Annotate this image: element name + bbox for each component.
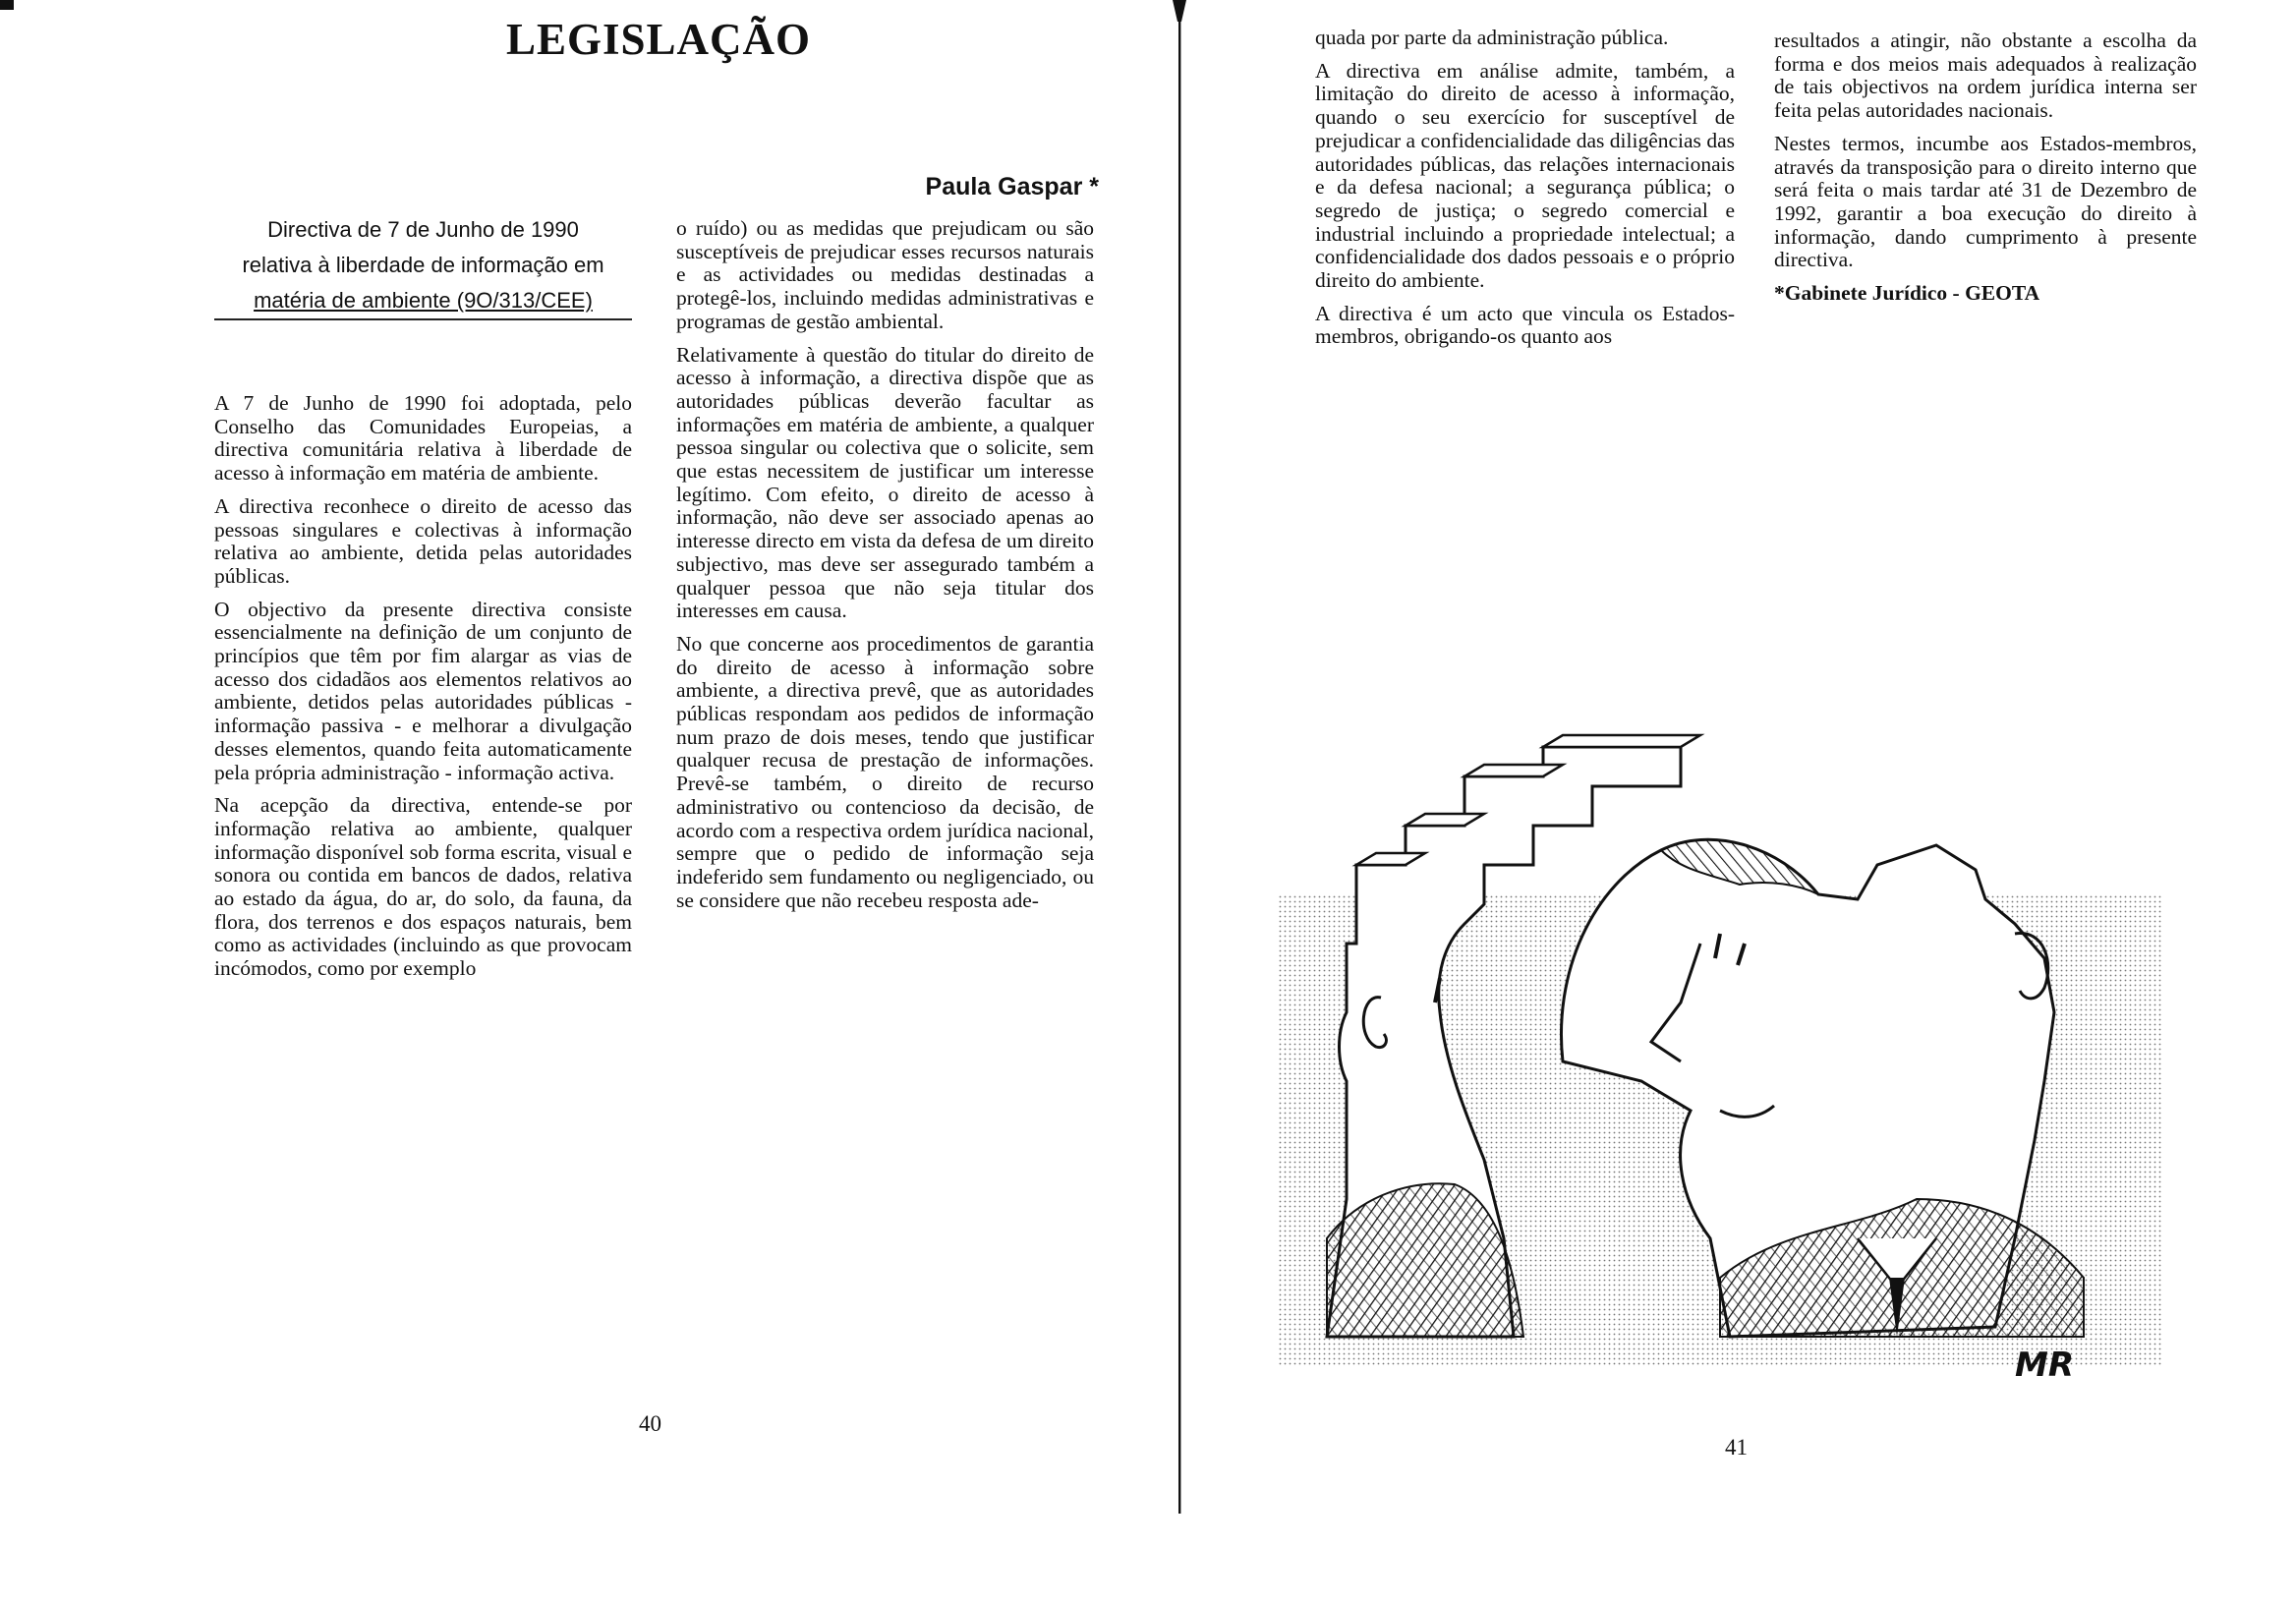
paragraph: quada por parte da administração pública. bbox=[1315, 26, 1669, 49]
paragraph: A 7 de Junho de 1990 foi adoptada, pelo Conselho das Comunidades Europeias, a directiva comunitária relativa à liberdade de acesso à informação em matéria de ambiente. bbox=[214, 391, 632, 486]
directive-title-line-3: matéria de ambiente (9O/313/CEE) bbox=[254, 288, 593, 313]
text-column-3 bbox=[1315, 27, 1735, 359]
paragraph: O objectivo da presente directiva consiste essencialmente na definição de um conjunto de princípios que têm por fim alargar as vias de acesso dos cidadãos aos elementos relativos ao ambiente, detidos pelas autoridades públicas - informação passiva - e melhorar a divulgação desses elementos, quando feita automaticamente pela própria administração - informação activa. bbox=[214, 597, 632, 784]
page-number-right: 41 bbox=[1725, 1435, 1748, 1460]
scan-corner-mark bbox=[0, 0, 14, 10]
paragraph: A directiva reconhece o direito de acesso das pessoas singulares e colectivas à informação relativa ao ambiente, detida pelas autoridades públicas. bbox=[214, 493, 632, 588]
text-column-1 bbox=[214, 392, 632, 991]
paragraph: A directiva é um acto que vincula os Estados-membros, obrigando-os quanto aos bbox=[1315, 301, 1735, 349]
paragraph: resultados a atingir, não obstante a escolha da forma e dos meios mais adequados à realização de tais objectivos na ordem jurídica interna ser feita pelas autoridades nacionais. bbox=[1774, 29, 2197, 123]
paragraph: o ruído) ou as medidas que prejudicam ou são susceptíveis de prejudicar esses recursos naturais e as actividades ou medidas destinadas a protegê-los, incluindo medidas administrativas e programas de gestão ambiental. bbox=[676, 216, 1094, 333]
page-number-left: 40 bbox=[639, 1411, 661, 1436]
paragraph: A directiva em análise admite, também, a limitação do direito de acesso à informação, quando o seu exercício for susceptível de prejudicar a confidencialidade das diligências das autoridades públicas, das relações internacionais e da defesa nacional; a segurança pública; o segredo de justiça; o segredo comercial e industrial incluindo a propriedade intelectual; a confidencialidade dos dados pessoais e o próprio direito do ambiente. bbox=[1315, 58, 1735, 293]
paragraph: No que concerne aos procedimentos de garantia do direito de acesso à informação sobre ambiente, a directiva prevê, que as autoridades públicas respondam aos pedidos de informação num prazo de dois meses, tendo que justificar qualquer recusa de prestação de informações. Prevê-se também, o direito de recurso administrativo ou contencioso da decisão, de acordo com a respectiva ordem jurídica nacional, sempre que o pedido de informação seja indeferido sem fundamento ou negligenciado, ou se considere que não recebeu resposta ade- bbox=[676, 631, 1094, 912]
directive-title-line-2: relativa à liberdade de informação em bbox=[242, 253, 604, 277]
author-name: Paula Gaspar * bbox=[925, 173, 1099, 200]
text-column-2 bbox=[676, 217, 1094, 922]
directive-title-rule bbox=[214, 318, 632, 320]
paragraph: Relativamente à questão do titular do direito de acesso à informação, a directiva dispõe que as autoridades públicas deverão facultar as informações em matéria de ambiente, a qualquer pessoa singular ou colectiva que o solicite, sem que estas necessitem de justificar um interesse legítimo. Com efeito, o direito de acesso à informação, não deve ser associado apenas ao interesse directo em vista da defesa de um direito subjectivo, mas deve ser assegurado também a qualquer pessoa que não seja titular dos interesses em causa. bbox=[676, 342, 1094, 623]
footnote: *Gabinete Jurídico - GEOTA bbox=[1774, 281, 2040, 306]
page-title: LEGISLAÇÃO bbox=[505, 15, 812, 64]
cartoon-two-heads-illustration bbox=[1268, 649, 2192, 1396]
text-column-4 bbox=[1774, 29, 2197, 315]
illustration-signature: MR bbox=[2015, 1346, 2075, 1385]
directive-title-line-1: Directiva de 7 de Junho de 1990 bbox=[267, 217, 579, 242]
paragraph: Na acepção da directiva, entende-se por informação relativa ao ambiente, qualquer informação disponível sob forma escrita, visual e sonora ou contida em bancos de dados, relativa ao estado da água, do ar, do solo, da fauna, da flora, dos terrenos e dos espaços naturais, bem como as actividades (incluindo as que provocam incómodos, como por exemplo bbox=[214, 793, 632, 981]
directive-title bbox=[214, 212, 632, 318]
book-gutter bbox=[1173, 0, 1186, 1514]
paragraph: Nestes termos, incumbe aos Estados-membros, através da transposição para o direito interno que será feita o mais tardar até 31 de Dezembro de 1992, garantir a boa execução do direito à informação, dando cumprimento à presente directiva. bbox=[1774, 131, 2197, 272]
